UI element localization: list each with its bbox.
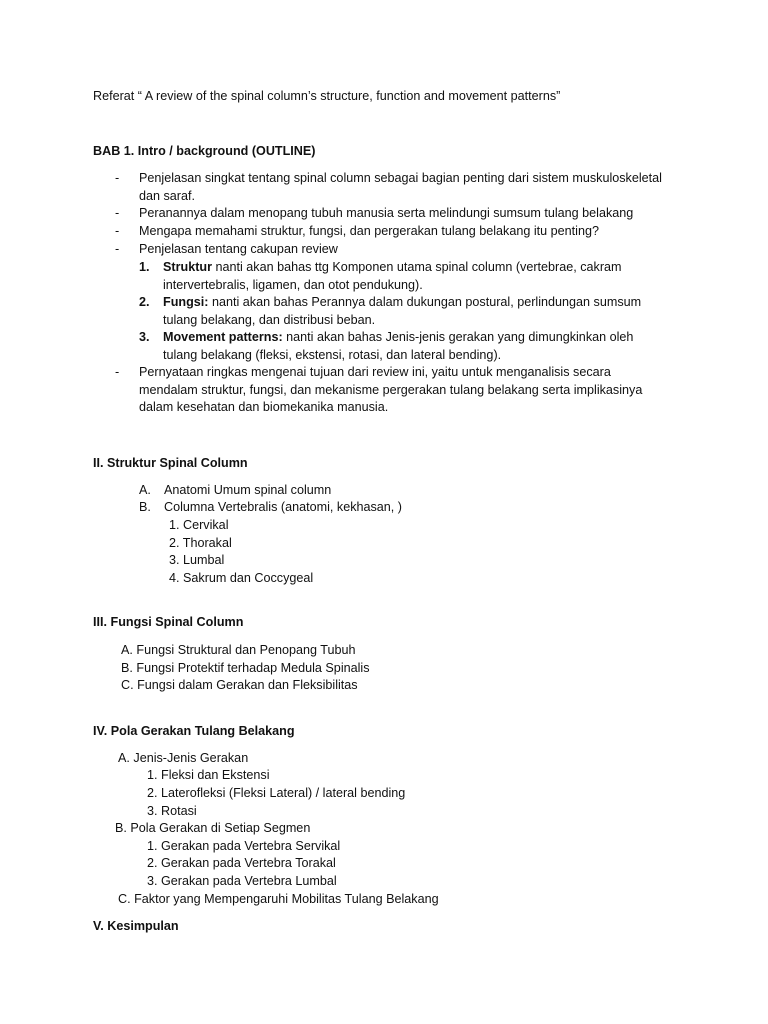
- sec2-sub-4: 4. Sakrum dan Coccygeal: [169, 571, 314, 585]
- sec4-item-a: A. Jenis-Jenis Gerakan: [118, 751, 249, 765]
- bab1-item-1: Penjelasan singkat tentang spinal column sebagai bagian penting dari sistem muskuloskeletal dan saraf.: [139, 171, 662, 203]
- sec2-sub-3: 3. Lumbal: [169, 553, 225, 567]
- sub-text: nanti akan bahas ttg Komponen utama spinal column (vertebrae, cakram intervertebralis, ligamen, dan otot pendukung).: [163, 260, 622, 292]
- sub-number: 1.: [139, 260, 150, 274]
- sec4-item-b: B. Pola Gerakan di Setiap Segmen: [115, 821, 311, 835]
- sec2-sub-2: 2. Thorakal: [169, 536, 232, 550]
- sec3-heading: III. Fungsi Spinal Column: [93, 615, 244, 629]
- bab1-item-4: Penjelasan tentang cakupan review: [139, 242, 338, 256]
- sub-label: Movement patterns:: [163, 330, 283, 344]
- sub-text: nanti akan bahas Perannya dalam dukungan postural, perlindungan sumsum tulang belakang, dan distribusi beban.: [163, 295, 642, 327]
- bullet-dash: -: [115, 242, 120, 256]
- bab1-last-item: Pernyataan ringkas mengenai tujuan dari review ini, yaitu untuk menganalisis secara mendalam struktur, fungsi, dan mekanisme pergerakan tulang belakang serta implikasinya dalam kesehatan dan biomekanika manusia.: [139, 365, 643, 415]
- sec3-item-b: B. Fungsi Protektif terhadap Medula Spinalis: [121, 661, 370, 675]
- sec4-b-sub-3: 3. Gerakan pada Vertebra Lumbal: [147, 874, 337, 888]
- sec4-a-sub-3: 3. Rotasi: [147, 804, 197, 818]
- sec4-a-sub-2: 2. Laterofleksi (Fleksi Lateral) / lateral bending: [147, 786, 406, 800]
- bab1-item-3: Mengapa memahami struktur, fungsi, dan pergerakan tulang belakang itu penting?: [139, 224, 599, 238]
- bullet-dash: -: [115, 224, 120, 238]
- sub-label: Fungsi:: [163, 295, 209, 309]
- sec3-item-c: C. Fungsi dalam Gerakan dan Fleksibilitas: [121, 678, 358, 692]
- bab1-heading: BAB 1. Intro / background (OUTLINE): [93, 144, 316, 158]
- item-letter: A.: [139, 483, 151, 497]
- sec4-b-sub-1: 1. Gerakan pada Vertebra Servikal: [147, 839, 341, 853]
- sec4-item-c: C. Faktor yang Mempengaruhi Mobilitas Tulang Belakang: [118, 892, 439, 906]
- sec4-a-sub-1: 1. Fleksi dan Ekstensi: [147, 768, 270, 782]
- sec2-item-b: Columna Vertebralis (anatomi, kekhasan, ): [164, 500, 402, 514]
- bab1-item-2: Peranannya dalam menopang tubuh manusia serta melindungi sumsum tulang belakang: [139, 206, 634, 220]
- sub-label: Struktur: [163, 260, 212, 274]
- sec2-item-a: Anatomi Umum spinal column: [164, 483, 332, 497]
- sec3-item-a: A. Fungsi Struktural dan Penopang Tubuh: [121, 643, 356, 657]
- bab1-sub-2: [163, 294, 663, 329]
- sub-text: nanti akan bahas Jenis-jenis gerakan yang dimungkinkan oleh tulang belakang (fleksi, ekstensi, rotasi, dan lateral bending).: [163, 330, 634, 362]
- sec4-b-sub-2: 2. Gerakan pada Vertebra Torakal: [147, 856, 336, 870]
- item-letter: B.: [139, 500, 151, 514]
- bab1-sub-3: [163, 329, 663, 364]
- sec4-heading: IV. Pola Gerakan Tulang Belakang: [93, 724, 295, 738]
- sec2-heading: II. Struktur Spinal Column: [93, 456, 248, 470]
- sub-number: 3.: [139, 330, 150, 344]
- bullet-dash: -: [115, 171, 120, 185]
- bullet-dash: -: [115, 206, 120, 220]
- sub-number: 2.: [139, 295, 150, 309]
- bab1-sub-1: [163, 259, 663, 294]
- sec2-sub-1: 1. Cervikal: [169, 518, 229, 532]
- document-title: Referat “ A review of the spinal column’s structure, function and movement patterns”: [93, 89, 561, 103]
- sec5-heading: V. Kesimpulan: [93, 919, 179, 933]
- bullet-dash: -: [115, 365, 120, 379]
